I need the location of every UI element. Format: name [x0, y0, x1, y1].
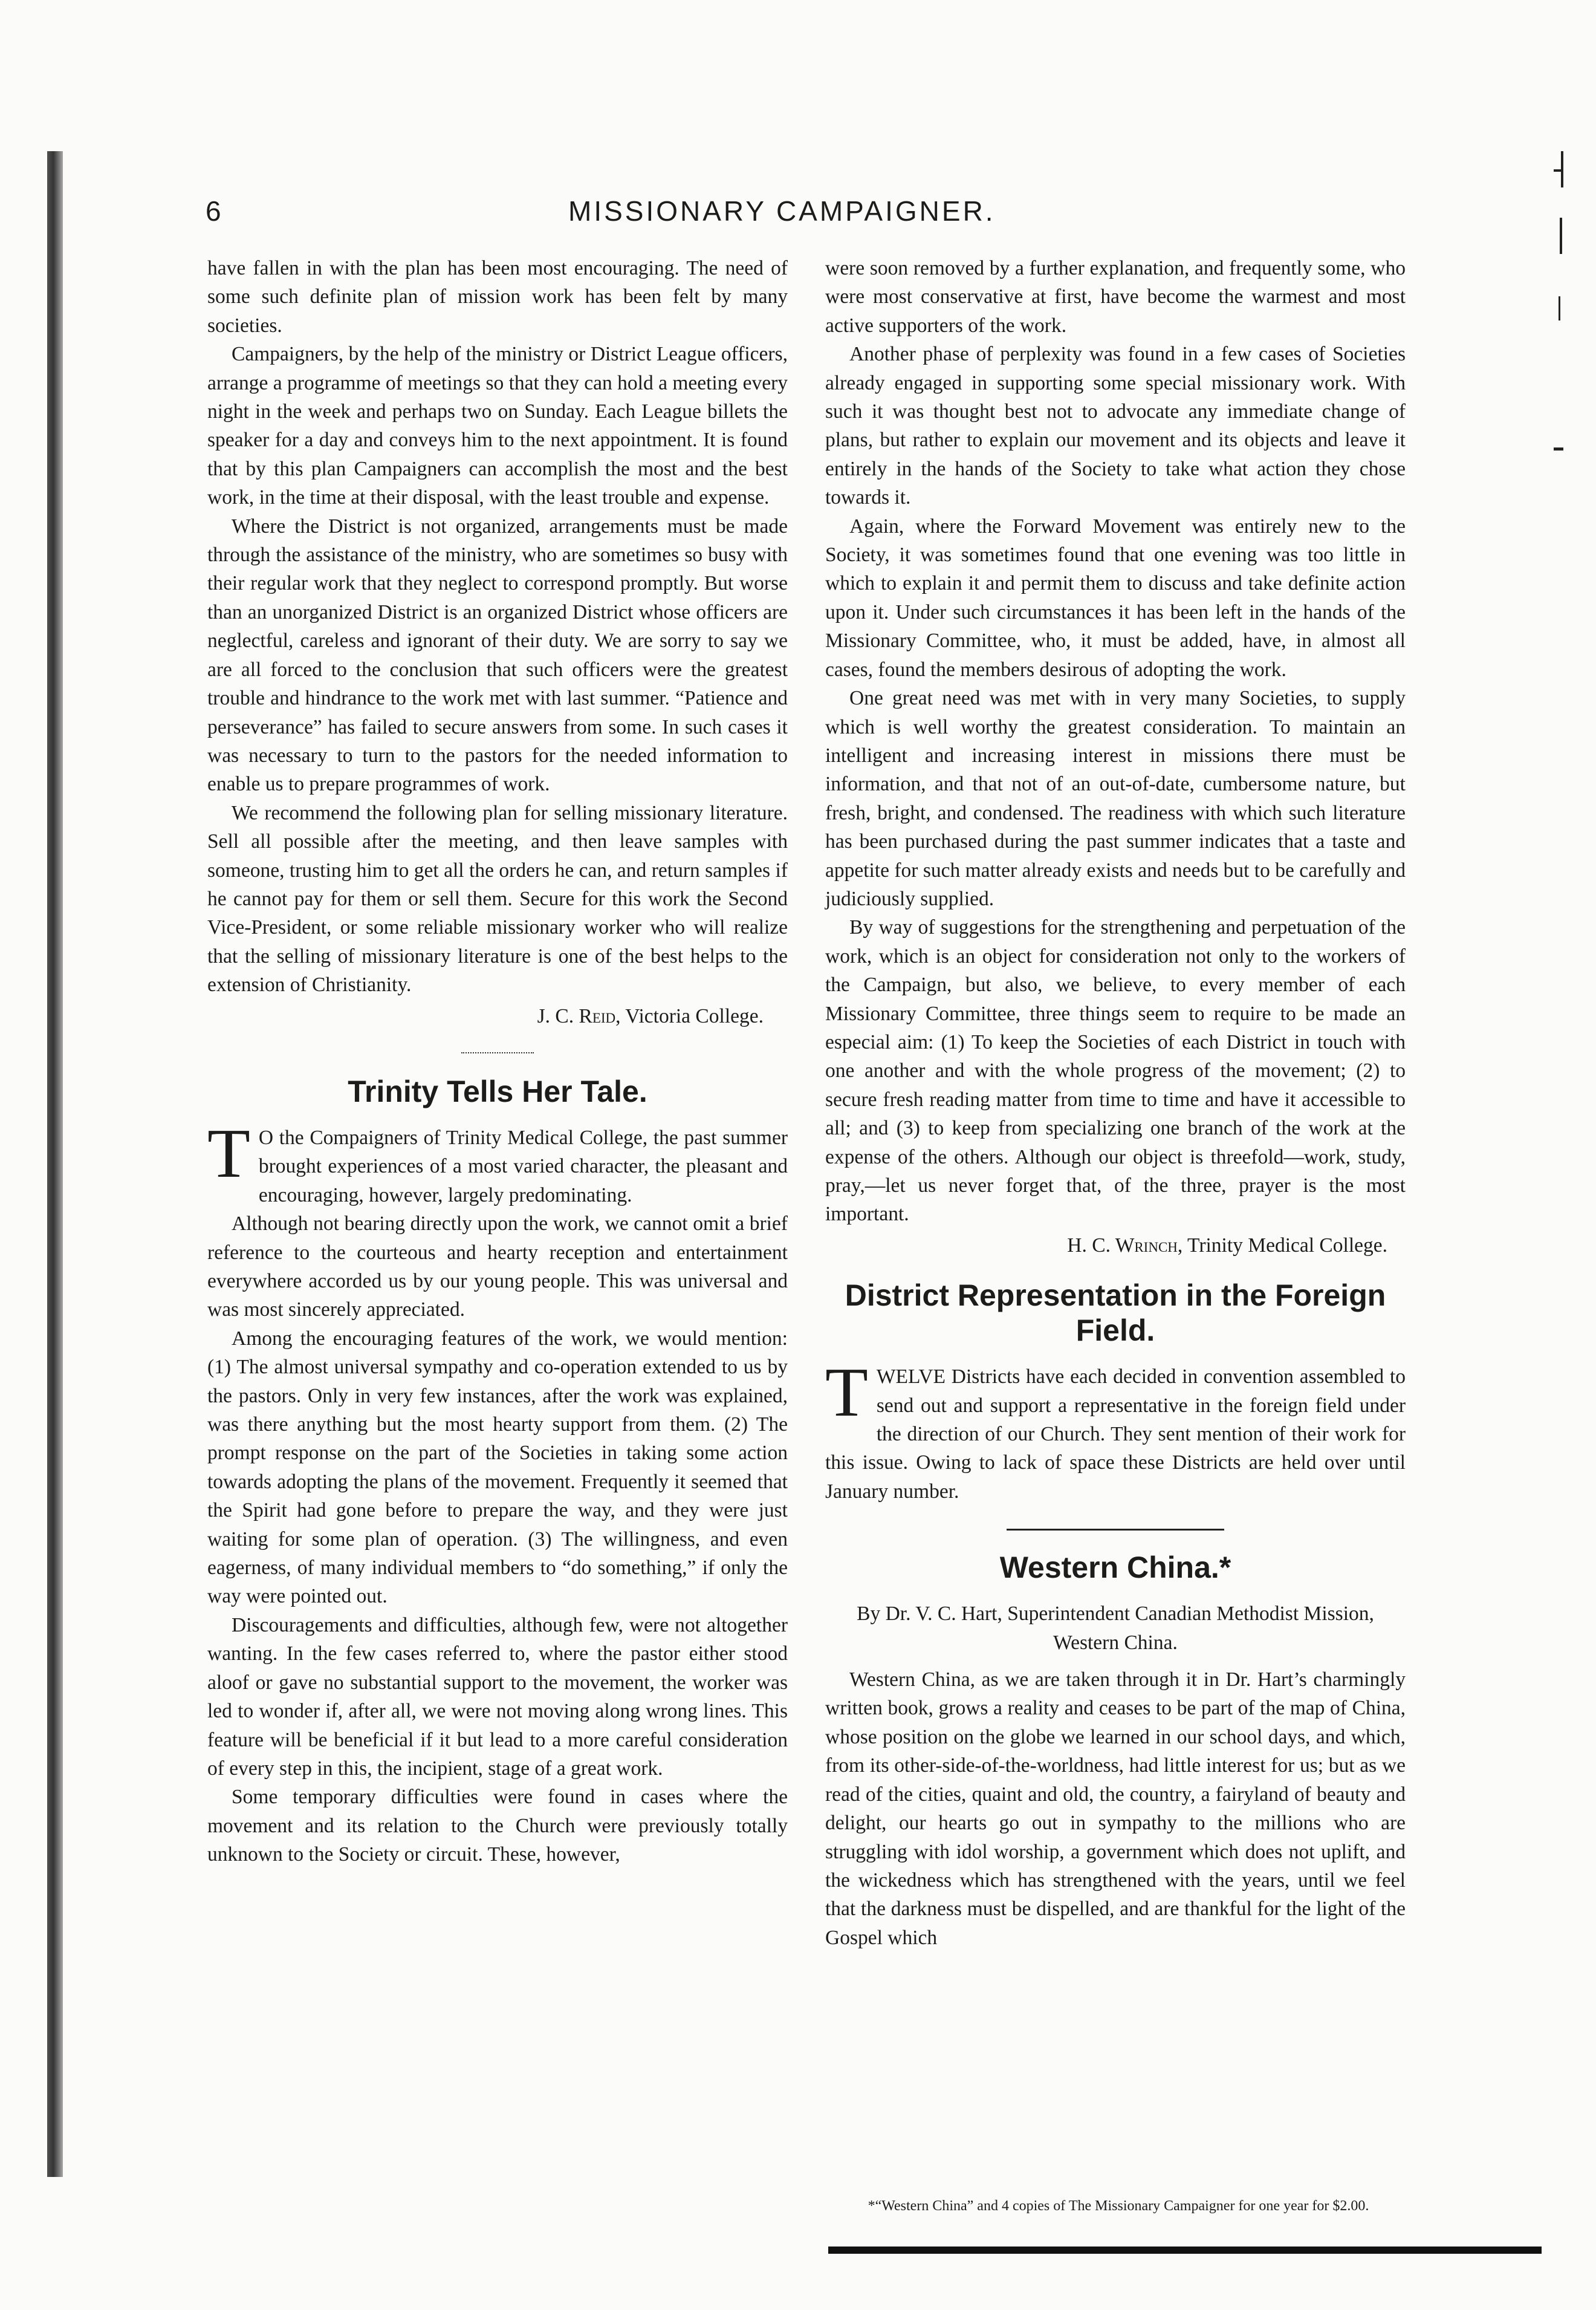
signature-name: H. C. Wrinch,: [1067, 1234, 1183, 1257]
signature-reid: [207, 1002, 764, 1030]
paragraph: Although not bearing directly upon the work, we cannot omit a brief reference to the courteous and hearty reception and entertainment everywhere accorded us by our young people. This was universal and was most sincerely appreciated.: [207, 1212, 788, 1321]
section-divider: [1007, 1529, 1224, 1531]
footnote: *“Western China” and 4 copies of The Missionary Campaigner for one year for $2.00.: [868, 2198, 1369, 2214]
signature-wrinch: [825, 1231, 1387, 1260]
article-heading-trinity: Trinity Tells Her Tale.: [348, 1074, 647, 1108]
paragraph: have fallen in with the plan has been most encouraging. The need of some such definite plan of mission work has been felt by many societies.: [207, 257, 788, 337]
paragraph-text: O the Compaigners of Trinity Medical College, the past summer brought experiences of a most varied character, the pleasant and encouraging, however, largely predominating.: [258, 1126, 788, 1206]
scan-edge-marks: [1548, 151, 1572, 490]
byline: By Dr. V. C. Hart, Superintendent Canadian Methodist Mission, Western China.: [857, 1602, 1374, 1654]
signature-affiliation: Trinity Medical College.: [1182, 1234, 1387, 1257]
paragraph: Some temporary difficulties were found in cases where the movement and its relation to the Church were previously totally unknown to the Society or circuit. These, however,: [207, 1786, 788, 1866]
section-divider: [461, 1052, 534, 1053]
paragraph: Discouragements and difficulties, although few, were not altogether wanting. In the few cases referred to, where the pastor either stood aloof or gave no substantial support to the movement, the worker was led to wonder if, after all, we were not moving along wrong lines. This feature will be beneficial if it but lead to a more careful consideration of every step in this, the incipient, stage of a great work.: [207, 1613, 788, 1780]
paragraph: One great need was met with in very many Societies, to supply which is well worthy the greatest consideration. To maintain an intelligent and increasing interest in missions there must be information, and that not of an out-of-date, cumbersome nature, but fresh, bright, and condensed. The readiness with which such literature has been purchased during the past summer indicates that a taste and appetite for such matter already exists and needs but to be carefully and judiciously supplied.: [825, 687, 1406, 910]
book-spine-shadow: [47, 151, 63, 2177]
paragraph: We recommend the following plan for selling missionary literature. Sell all possible after the meeting, and then leave samples with someone, trusting him to get all the orders he can, and return samples if he cannot pay for them or sell them. Secure for this work the Second Vice-President, or some reliable missionary worker who will realize that the selling of missionary literature is one of the best helps to the extension of Christianity.: [207, 801, 788, 997]
page-header: [206, 195, 1415, 237]
drop-cap: T: [825, 1354, 868, 1432]
left-column: [207, 254, 788, 1869]
signature-name: J. C. Reid,: [537, 1004, 621, 1027]
drop-cap: T: [207, 1114, 250, 1192]
page-number: 6: [206, 195, 221, 227]
paragraph: Again, where the Forward Movement was entirely new to the Society, it was sometimes found that one evening was too little in which to explain it and permit them to discuss and take definite action upon it. Under such circumstances it has been left in the hands of the Missionary Committee, who, it must be added, have, in almost all cases, found the members desirous of adopting the work.: [825, 515, 1406, 681]
article-heading-western-china: Western China.*: [999, 1550, 1231, 1585]
paragraph: Where the District is not organized, arrangements must be made through the assistance of the ministry, who are sometimes so busy with their regular work that they neglect to correspond promptly. But worse than an unorganized District is an organized District whose officers are neglectful, careless and ignorant of their duty. We are sorry to say we are all forced to the conclusion that such officers were the greatest trouble and hindrance to the work met with last summer. “Patience and perseverance” has failed to secure answers from some. In such cases it was necessary to turn to the pastors for the needed information to enable us to prepare programmes of work.: [207, 515, 788, 796]
running-title: MISSIONARY CAMPAIGNER.: [568, 195, 996, 227]
right-column: [825, 254, 1406, 1952]
paragraph-text: WELVE Districts have each decided in convention assembled to send out and support a representative in the foreign field under the direction of our Church. They sent mention of their work for this issue. Owing to lack of space these Districts are held over until January number.: [825, 1365, 1406, 1503]
bottom-rule: [828, 2247, 1542, 2254]
paragraph: [207, 1114, 788, 1209]
paragraph: By way of suggestions for the strengthening and perpetuation of the work, which is an object for consideration not only to the workers of the Campaign, but also, we believe, to every member of each Missionary Committee, three things seem to require to be made an especial aim: (1) To keep the Societies of each District in touch with one another and with the whole progress of the movement; (2) to secure fresh reading matter from time to time and have it accessible to all; and (3) to keep from specializing one branch of the work at the expense of the others. Although our object is threefold—work, study, pray,—let us never forget that, of the three, prayer is the most important.: [825, 916, 1406, 1226]
paragraph: Western China, as we are taken through it in Dr. Hart’s charmingly written book, grows a reality and ceases to be part of the map of China, whose position on the globe we learned in our school days, and which, from its other-side-of-the-worldness, had little interest for us; but as we read of the cities, quaint and old, the country, a fairyland of beauty and delight, our hearts go out in sympathy to the millions who are struggling with idol worship, a government which does not uplift, and the wickedness which has strengthened with the years, until we feel that the darkness must be dispelled, and are thankful for the light of the Gospel which: [825, 1668, 1406, 1949]
paragraph: Campaigners, by the help of the ministry or District League officers, arrange a programme of meetings so that they can hold a meeting every night in the week and perhaps two on Sunday. Each League billets the speaker for a day and conveys him to the next appointment. It is found that by this plan Campaigners can accomplish the most and the best work, in the time at their disposal, with the least trouble and expense.: [207, 343, 788, 509]
signature-affiliation: Victoria College.: [620, 1004, 764, 1027]
paragraph: Among the encouraging features of the work, we would mention: (1) The almost universal sympathy and co-operation extended to us by the pastors. Only in very few instances, after the work was explained, was there anything but the most hearty support from them. (2) The prompt response on the part of the Societies in taking some action towards adopting the plans of the movement. Frequently it seemed that the Spirit had gone before to prepare the way, and they were just waiting for some plan of operation. (3) The willingness, and even eagerness, of many individual members to “do something,” if only the way were pointed out.: [207, 1327, 788, 1608]
article-heading-district: District Representation in the Foreign Field.: [845, 1278, 1386, 1348]
paragraph: were soon removed by a further explanation, and frequently some, who were most conservative at first, have become the warmest and most active supporters of the work.: [825, 257, 1406, 337]
paragraph: [825, 1354, 1406, 1506]
paragraph: Another phase of perplexity was found in a few cases of Societies already engaged in supporting some special missionary work. With such it was thought best not to advocate any immediate change of plans, but rather to explain our movement and its objects and leave it entirely in the hands of the Society to take what action they chose towards it.: [825, 343, 1406, 509]
